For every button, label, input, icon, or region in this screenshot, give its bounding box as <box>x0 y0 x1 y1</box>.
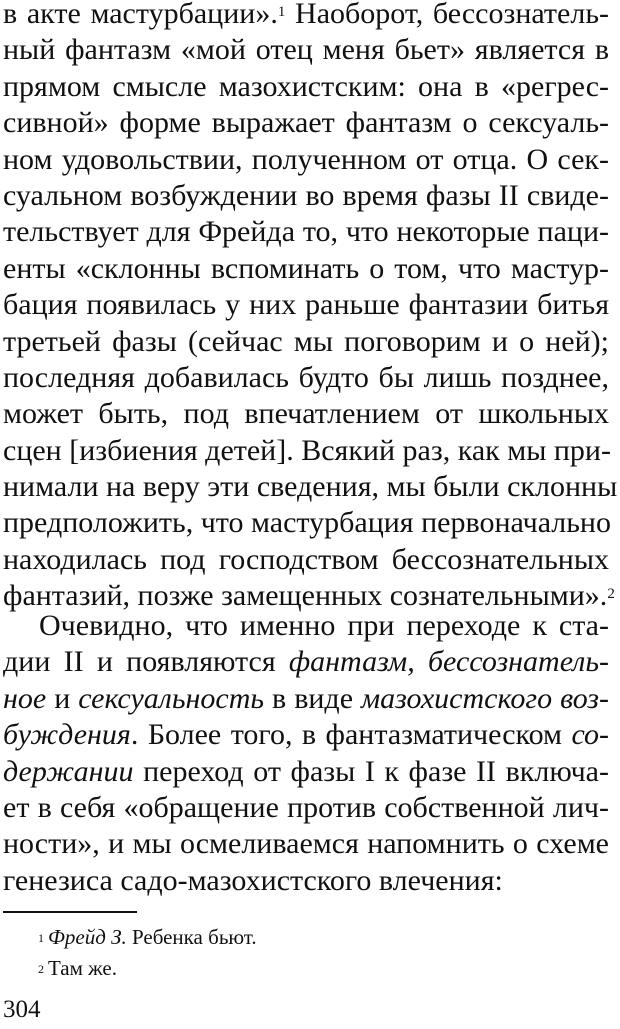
footnote-author: Фрейд З. <box>48 925 127 949</box>
footnote-separator <box>3 911 137 913</box>
paragraph-line: в акте мастурбации».$^1$ Наоборот, бессознатель- <box>3 0 609 30</box>
paragraph-line: сцен [избиения детей]. Всякий раз, как мы при- <box>3 433 611 467</box>
paragraph-line: нимали на веру эти сведения, мы были склонны <box>3 470 618 504</box>
paragraph-line: енты «склонны вспоминать о том, что мастур- <box>3 251 609 285</box>
emphasis-text: сексуальность <box>78 681 265 715</box>
paragraph-line: суальном возбуждении во время фазы II свиде- <box>3 178 609 212</box>
footnote-number: 2 <box>38 962 44 976</box>
paragraph-line: сивной» форме выражает фантазм о сексуаль- <box>3 106 609 140</box>
footnote-marker[interactable]: 1 <box>277 4 286 20</box>
paragraph-2 <box>3 608 609 899</box>
paragraph-line: фантазий, позже замещенных сознательными».$^2$ <box>3 579 615 613</box>
paragraph-1 <box>3 0 618 615</box>
paragraph-line: может быть, под впечатлением от школьных <box>3 397 609 431</box>
emphasis-text: ное <box>3 681 47 715</box>
emphasis-text: со- <box>571 718 609 752</box>
emphasis-text: буждения <box>3 718 131 752</box>
paragraph-line: ный фантазм «мой отец меня бьет» является в <box>3 33 609 67</box>
paragraph-line: держании переход от фазы I к фазе II включа- <box>3 754 609 788</box>
page-number: 304 <box>3 996 41 1023</box>
paragraph-line: тельствует для Фрейда то, что некоторые паци- <box>3 215 609 249</box>
paragraph-line: Очевидно, что именно при переходе к ста- <box>39 609 609 642</box>
paragraph-line: предположить, что мастурбация первоначально <box>3 506 611 540</box>
emphasis-text: мазохистского воз- <box>361 681 609 715</box>
footnote-text: Ребенка бьют. <box>126 925 257 949</box>
paragraph-line: ет в себя «обращение против собственной лич- <box>3 790 609 824</box>
paragraph-line: генезиса садо-мазохистского влечения: <box>3 863 503 897</box>
paragraph-line: ное и сексуальность в виде мазохистского воз- <box>3 681 609 715</box>
paragraph-line: буждения. Более того, в фантазматическом со- <box>3 718 609 752</box>
paragraph-line: ности», и мы осмеливаемся напомнить о схеме <box>3 827 609 861</box>
emphasis-text: держании <box>3 754 134 788</box>
paragraph-line: последняя добавилась будто бы лишь позднее, <box>3 360 609 394</box>
footnote-1 <box>38 922 598 953</box>
paragraph-line: бация появилась у них раньше фантазии битья <box>3 288 609 322</box>
footnote-text: Там же. <box>48 956 117 980</box>
footnote-marker[interactable]: 2 <box>607 586 615 603</box>
paragraph-line: третьей фазы (сейчас мы поговорим и о ней); <box>3 324 609 358</box>
footnotes <box>38 922 598 984</box>
paragraph-line: ном удовольствии, полученном от отца. О сек- <box>3 142 609 176</box>
paragraph-line: находилась под господством бессознательных <box>3 542 609 576</box>
paragraph-line: дии II и появляются фантазм, бессознатель- <box>3 645 609 679</box>
footnote-number: 1 <box>38 931 44 945</box>
paragraph-line: прямом смысле мазохистским: она в «регрес- <box>3 69 609 103</box>
emphasis-text: фантазм, бессознатель- <box>288 645 609 679</box>
footnote-2 <box>38 953 598 984</box>
